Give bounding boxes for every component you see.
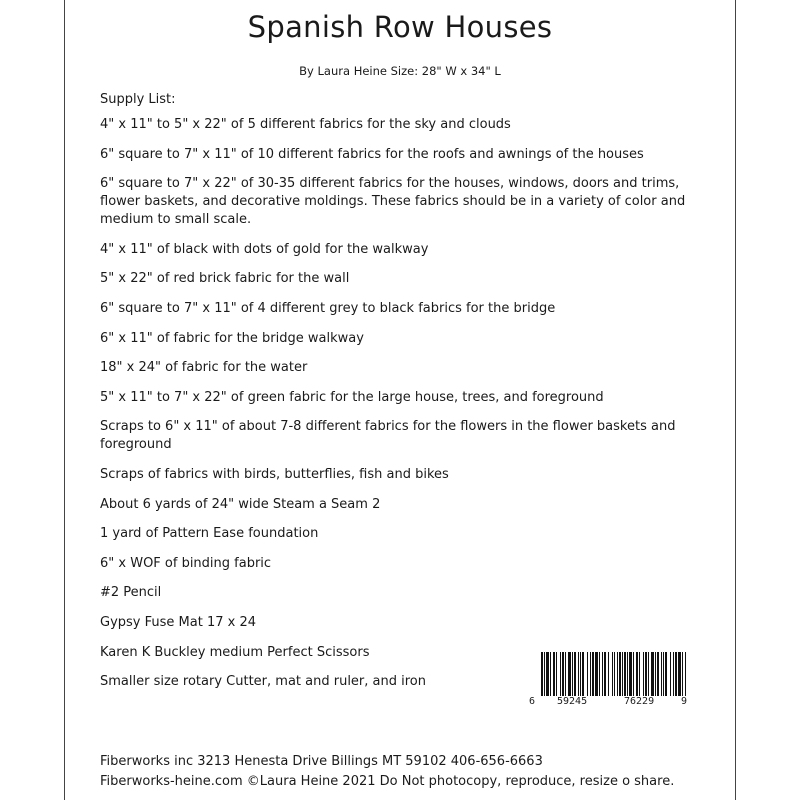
supply-item: 18" x 24" of fabric for the water <box>100 360 308 376</box>
barcode-bar <box>657 652 659 696</box>
barcode-bar <box>602 652 603 696</box>
barcode-bar <box>617 652 618 696</box>
barcode-bar <box>608 652 609 696</box>
barcode-bar <box>636 652 638 696</box>
footer <box>100 752 674 792</box>
barcode-bar <box>562 652 564 696</box>
barcode-bar <box>645 652 647 696</box>
barcode-bar <box>622 652 623 696</box>
barcode-bar <box>580 652 581 696</box>
supply-item: 5" x 22" of red brick fabric for the wall <box>100 271 350 287</box>
barcode-bar <box>587 652 588 696</box>
barcode-bar <box>590 652 591 696</box>
barcode-bar <box>685 652 686 696</box>
barcode-bar <box>678 652 681 696</box>
barcode-bar <box>595 652 598 696</box>
supply-item: 6" square to 7" x 22" of 30-35 different fabrics for the houses, windows, doors and trims, flower baskets, and decorative moldings. These fabrics should be in a variety of color and medium to small scale. <box>100 176 686 228</box>
barcode-bar <box>648 652 649 696</box>
barcode-bar <box>592 652 594 696</box>
supply-list-heading: Supply List: <box>100 92 176 107</box>
supply-item: #2 Pencil <box>100 585 162 601</box>
byline: By Laura Heine Size: 28" W x 34" L <box>299 64 501 78</box>
barcode-bar <box>550 652 551 696</box>
barcode-bar <box>553 652 555 696</box>
supply-item: 4" x 11" to 5" x 22" of 5 different fabrics for the sky and clouds <box>100 117 511 132</box>
footer-copyright: Fiberworks-heine.com ©Laura Heine 2021 Do Not photocopy, reproduce, resize o share. <box>100 774 675 789</box>
barcode-lead-digit: 6 <box>529 696 536 707</box>
footer-address: Fiberworks inc 3213 Henesta Drive Billings MT 59102 406-656-6663 <box>100 754 543 769</box>
supply-item: 6" square to 7" x 11" of 10 different fabrics for the roofs and awnings of the houses <box>100 146 644 162</box>
barcode-bar <box>665 652 667 696</box>
supply-item: 4" x 11" of black with dots of gold for the walkway <box>100 241 429 257</box>
barcode-bar <box>655 652 656 696</box>
supply-item: 6" x WOF of binding fabric <box>100 555 272 571</box>
barcode-bar <box>612 652 613 696</box>
barcode-bar <box>572 652 573 696</box>
supply-item: Scraps to 6" x 11" of about 7-8 different fabrics for the flowers in the flower baskets and foreground <box>100 419 676 453</box>
supply-list <box>100 92 710 703</box>
barcode-bar <box>568 652 571 696</box>
supply-item: Scraps of fabrics with birds, butterflies, fish and bikes <box>100 466 449 482</box>
barcode-bar <box>614 652 615 696</box>
barcode-bar <box>546 652 549 696</box>
barcode-right-group: 76229 <box>624 696 655 707</box>
barcode-bar <box>627 652 628 696</box>
barcode-left-group: 59245 <box>557 696 588 707</box>
barcode-bar <box>574 652 576 696</box>
barcode-bar <box>643 652 644 696</box>
barcode-bar <box>675 652 677 696</box>
supply-item: Karen K Buckley medium Perfect Scissors <box>100 644 370 660</box>
barcode-bar <box>651 652 654 696</box>
barcode-bar <box>673 652 674 696</box>
barcode-bar <box>541 652 543 696</box>
barcode-bar <box>633 652 634 696</box>
supply-item: 1 yard of Pattern Ease foundation <box>100 526 319 542</box>
barcode-bar <box>582 652 584 696</box>
barcode-bars <box>541 652 691 702</box>
barcode-bar <box>682 652 683 696</box>
barcode-bar <box>578 652 579 696</box>
barcode-bar <box>639 652 640 696</box>
supply-item: 6" x 11" of fabric for the bridge walkway <box>100 330 364 346</box>
supply-item: Smaller size rotary Cutter, mat and ruler, and iron <box>100 674 426 690</box>
barcode-bar <box>544 652 545 696</box>
barcode-bar <box>604 652 606 696</box>
supply-item: Gypsy Fuse Mat 17 x 24 <box>100 614 256 630</box>
barcode-check-digit: 9 <box>681 696 688 707</box>
barcode-bar <box>629 652 632 696</box>
supply-item: About 6 yards of 24" wide Steam a Seam 2 <box>100 496 381 512</box>
barcode-bar <box>556 652 557 696</box>
barcode-bar <box>624 652 626 696</box>
barcode-bar <box>565 652 566 696</box>
supply-item: 6" square to 7" x 11" of 4 different grey to black fabrics for the bridge <box>100 300 556 316</box>
barcode-bar <box>560 652 561 696</box>
barcode <box>529 652 689 712</box>
barcode-bar <box>619 652 621 696</box>
barcode-bar <box>661 652 662 696</box>
barcode-bar <box>599 652 600 696</box>
supply-item: 5" x 11" to 7" x 22" of green fabric for the large house, trees, and foreground <box>100 389 604 405</box>
barcode-bar <box>663 652 664 696</box>
barcode-bar <box>670 652 671 696</box>
pattern-title: Spanish Row Houses <box>247 10 553 44</box>
